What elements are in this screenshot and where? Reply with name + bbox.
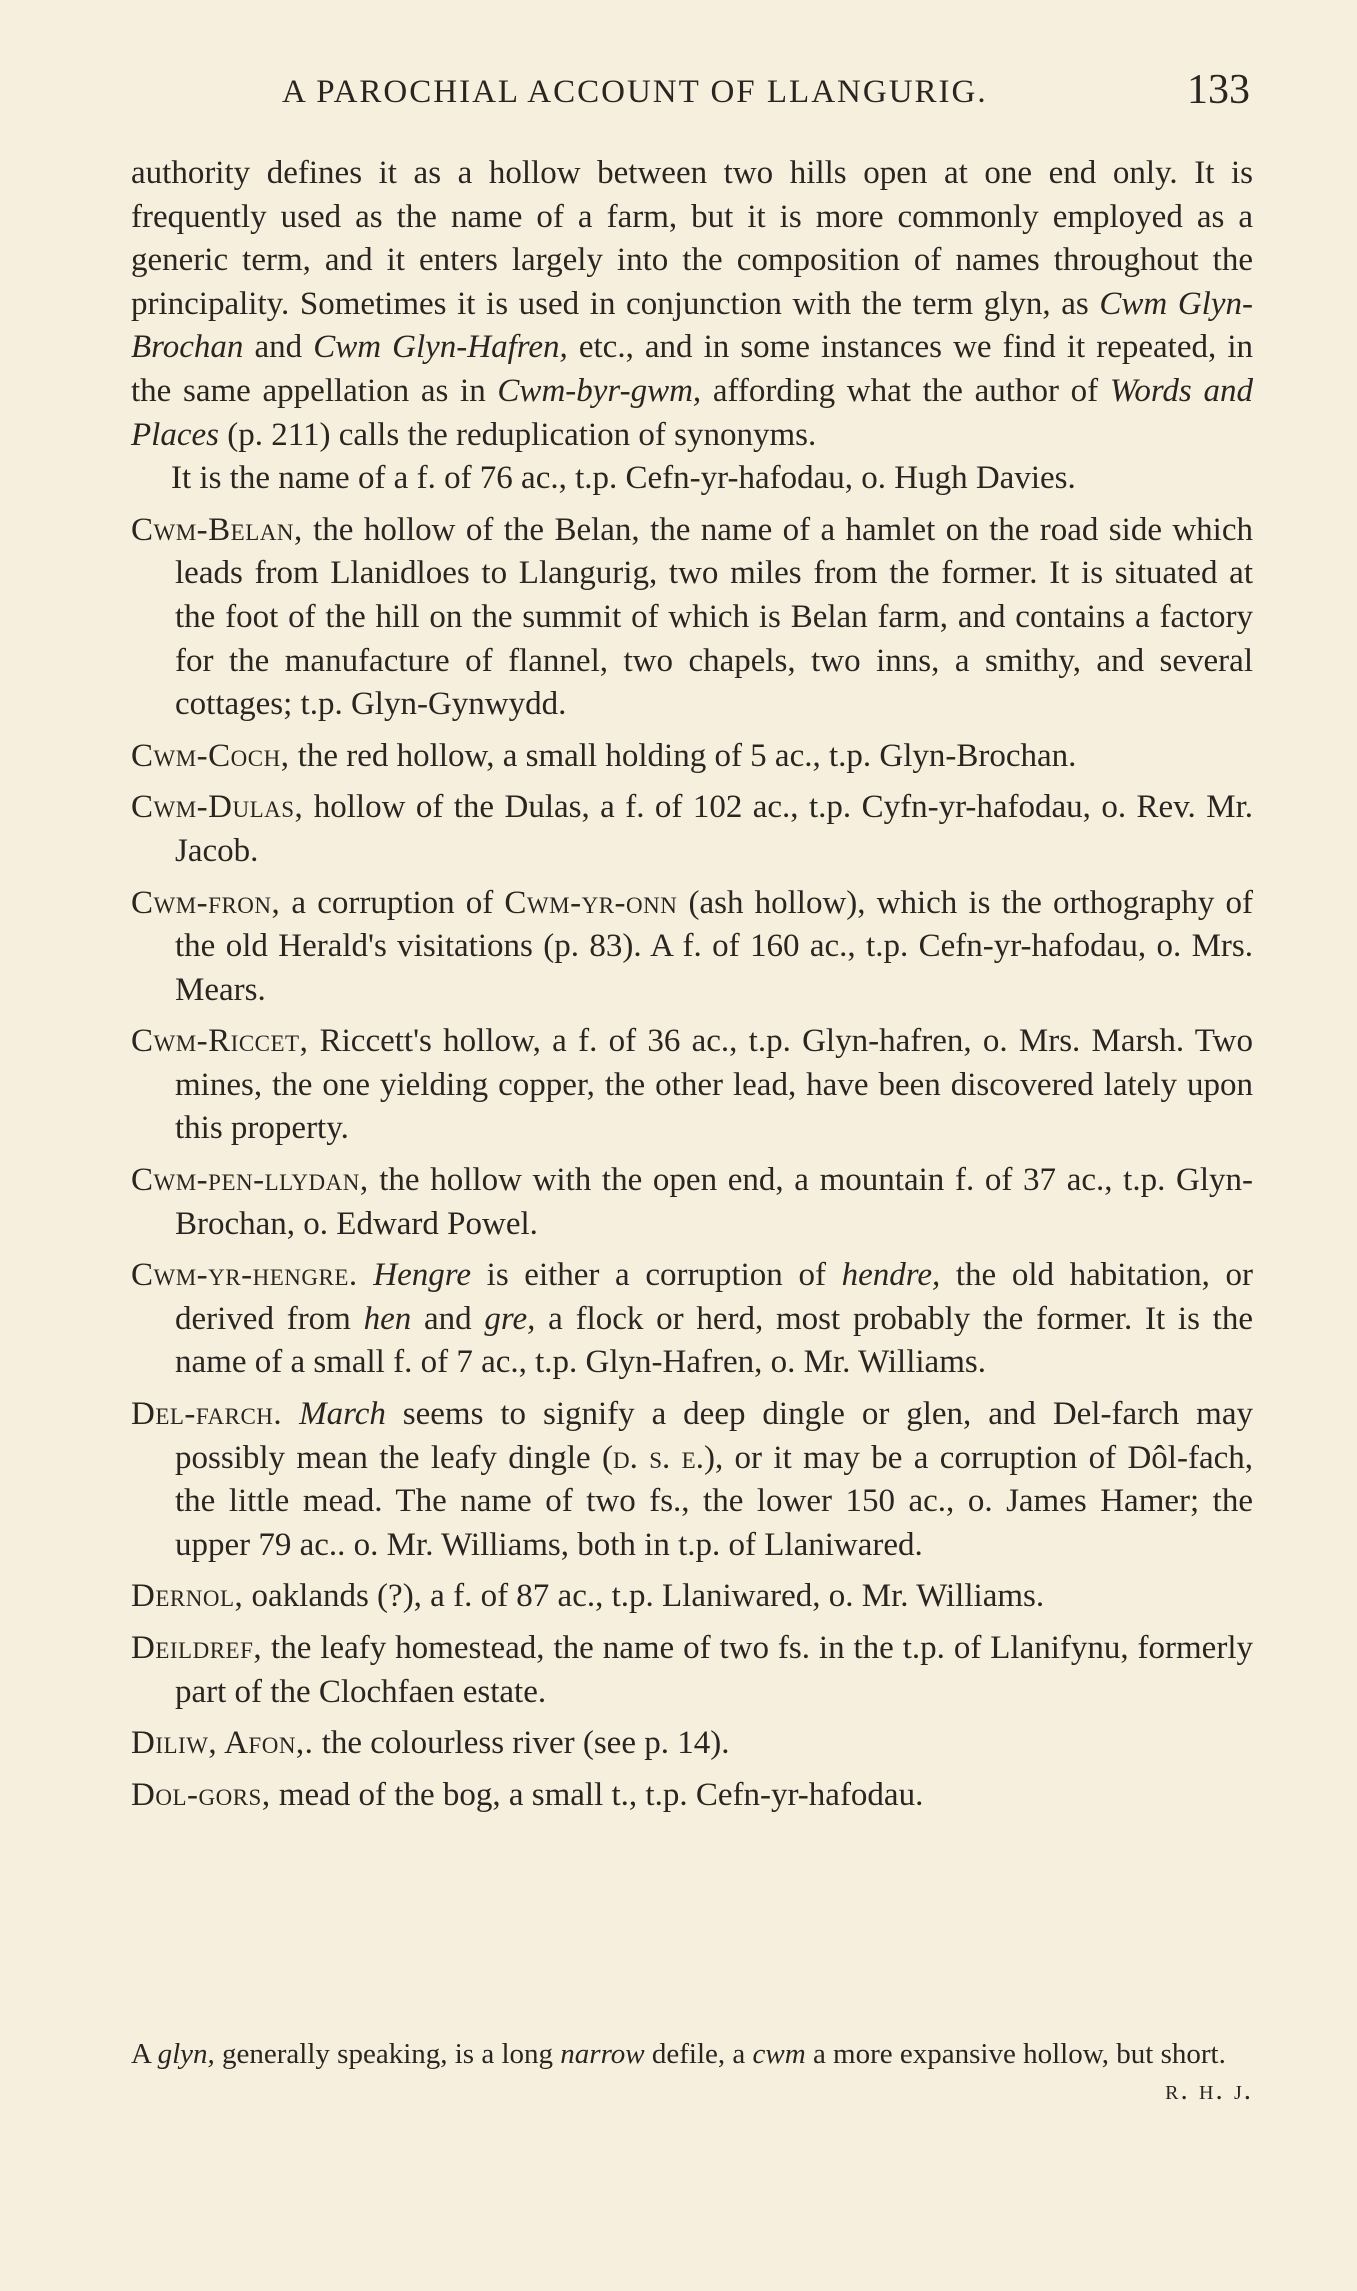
entry-text: mead of the bog, a small t., t.p. Cefn-yr-hafodau. — [270, 1776, 924, 1813]
entry-cwm-riccet — [131, 1020, 1253, 1151]
footnote-text: generally speaking, is a long — [214, 2038, 561, 2070]
entry-headword: Cwm-fron, — [131, 884, 281, 921]
page-number: 133 — [1187, 67, 1250, 113]
footnote — [131, 2036, 1253, 2108]
intro-italic: Cwm Glyn-Brochan — [131, 285, 1253, 366]
entry-cwm-yr-hengre — [131, 1254, 1253, 1385]
entry-headword: Diliw, Afon,. — [131, 1725, 314, 1762]
entry-text: a corruption of — [280, 884, 505, 921]
intro-text: affording what the author of — [701, 372, 1110, 409]
entry-text: the colourless river (see p. 14). — [313, 1725, 730, 1762]
entry-text: the leafy homestead, the name of two fs. in the t.p. of Llanifynu, formerly part of the Clochfaen estate. — [175, 1630, 1253, 1710]
entry-diliw-afon — [131, 1722, 1253, 1766]
entry-headword: Cwm-Dulas, — [131, 789, 304, 826]
entry-headword: Deildref, — [131, 1630, 263, 1666]
footnote-italic: narrow — [560, 2038, 645, 2070]
entry-text: hollow of the Dulas, a f. of 102 ac., t.p. Cyfn-yr-hafodau, o. Rev. Mr. Jacob. — [175, 789, 1253, 869]
entry-cwm-dulas — [131, 786, 1253, 873]
entry-text: the hollow of the Belan, the name of a hamlet on the road side which leads from Llanidloes to Llangurig, two miles from the former. It is situated at the foot of the hill on the summit of which is Belan farm, and contains a factory for the manufacture of flannel, two chapels, two inns, a smithy, and several cottages; t.p. Glyn-Gynwydd. — [175, 511, 1253, 723]
entry-headword: Dol-gors, — [131, 1776, 271, 1813]
entry-headword: Dernol, — [131, 1578, 244, 1615]
entry-headword: Cwm-Coch, — [131, 737, 290, 774]
footnote-signature: r. h. j. — [1165, 2074, 1253, 2106]
entry-text — [358, 1257, 374, 1293]
entry-headword: Del-farch. — [131, 1396, 283, 1433]
footnote-italic: cwm — [752, 2038, 806, 2070]
entry-italic: hen — [363, 1300, 412, 1337]
entry-text: the hollow with the open end, a mountain f. of 37 ac., t.p. Glyn-Brochan, o. Edward Powel. — [175, 1162, 1253, 1242]
entry-text: the old habitation, or derived from — [175, 1257, 1253, 1337]
entry-text: and — [411, 1300, 485, 1337]
entry-headword: Cwm-Belan, — [131, 511, 303, 548]
entry-headword: Cwm-Riccet, — [131, 1023, 309, 1060]
entry-text: the red hollow, a small holding of 5 ac., t.p. Glyn-Brochan. — [289, 737, 1077, 774]
entry-deildref — [131, 1627, 1253, 1714]
entry-text: Riccett's hollow, a f. of 36 ac., t.p. Glyn-hafren, o. Mrs. Marsh. Two mines, the one yielding copper, the other lead, have been discovered lately upon this property. — [175, 1023, 1253, 1147]
intro-text: and — [243, 329, 314, 366]
intro-text: (p. 211) calls the reduplication of synonyms. — [218, 416, 817, 453]
running-head — [130, 66, 1250, 118]
entry-text: is either a corruption of — [471, 1257, 842, 1294]
footnote-text: defile, a — [644, 2038, 753, 2070]
entry-cwm-fron — [131, 882, 1253, 1013]
footnote-text: A — [131, 2038, 158, 2070]
intro-italic: Words and Places — [131, 372, 1253, 453]
running-title: A PAROCHIAL ACCOUNT OF LLANGURIG. — [282, 74, 988, 110]
entry-text: seems to signify a deep dingle or glen, and Del-farch may possibly mean the leafy dingle ( — [175, 1396, 1253, 1476]
entry-headword: Cwm-yr-hengre. — [131, 1257, 358, 1294]
intro-italic: Cwm Glyn-Hafren, — [313, 329, 568, 366]
entry-text: ), or it may be a corruption of Dôl-fach, the little mead. The name of two fs., the lower 150 ac., o. James Hamer; the upper 79 ac.. o. Mr. Williams, both in t.p. of Llaniwared. — [175, 1439, 1253, 1563]
entry-smallcaps: d. s. e. — [613, 1439, 704, 1476]
body-text — [131, 152, 1253, 1825]
entry-italic: hendre, — [841, 1257, 941, 1294]
entry-cwm-pen-llydan — [131, 1159, 1253, 1246]
intro-text: etc., and in some instances we find it repeated, in the same appellation as in — [131, 329, 1253, 409]
footnote-italic: glyn, — [157, 2038, 215, 2070]
entry-smallcaps: Cwm-yr-onn — [504, 884, 678, 921]
entry-italic: gre, — [484, 1300, 536, 1337]
entry-del-farch — [131, 1393, 1253, 1567]
footnote-text: a more expansive hollow, but short. — [805, 2038, 1226, 2070]
entry-cwm-belan — [131, 509, 1253, 727]
intro-paragraph — [131, 152, 1253, 457]
intro-paragraph-2: It is the name of a f. of 76 ac., t.p. Cefn-yr-hafodau, o. Hugh Davies. — [171, 460, 1076, 497]
entry-dol-gors — [131, 1774, 1253, 1818]
entry-text — [282, 1396, 299, 1432]
intro-text: authority defines it as a hollow between two hills open at one end only. It is frequently used as the name of a farm, but it is more commonly employed as a generic term, and it enters largely into the composition of names throughout the principality. Sometimes it is used in conjunction with the term glyn, as — [131, 155, 1253, 322]
entry-italic: Hengre — [373, 1257, 472, 1294]
entry-text: a flock or herd, most probably the former. It is the name of a small f. of 7 ac., t.p. Glyn-Hafren, o. Mr. Williams. — [175, 1300, 1253, 1381]
entry-headword: Cwm-pen-llydan, — [131, 1162, 369, 1199]
entry-dernol — [131, 1575, 1253, 1619]
entry-text: (ash hollow), which is the orthography of the old Herald's visitations (p. 83). A f. of 160 ac., t.p. Cefn-yr-hafodau, o. Mrs. Mears. — [175, 884, 1253, 1008]
intro-italic: Cwm-byr-gwm, — [497, 372, 702, 409]
entry-italic: March — [299, 1396, 386, 1433]
entry-text: oaklands (?), a f. of 87 ac., t.p. Llaniwared, o. Mr. Williams. — [243, 1578, 1045, 1615]
entry-cwm-coch — [131, 735, 1253, 779]
